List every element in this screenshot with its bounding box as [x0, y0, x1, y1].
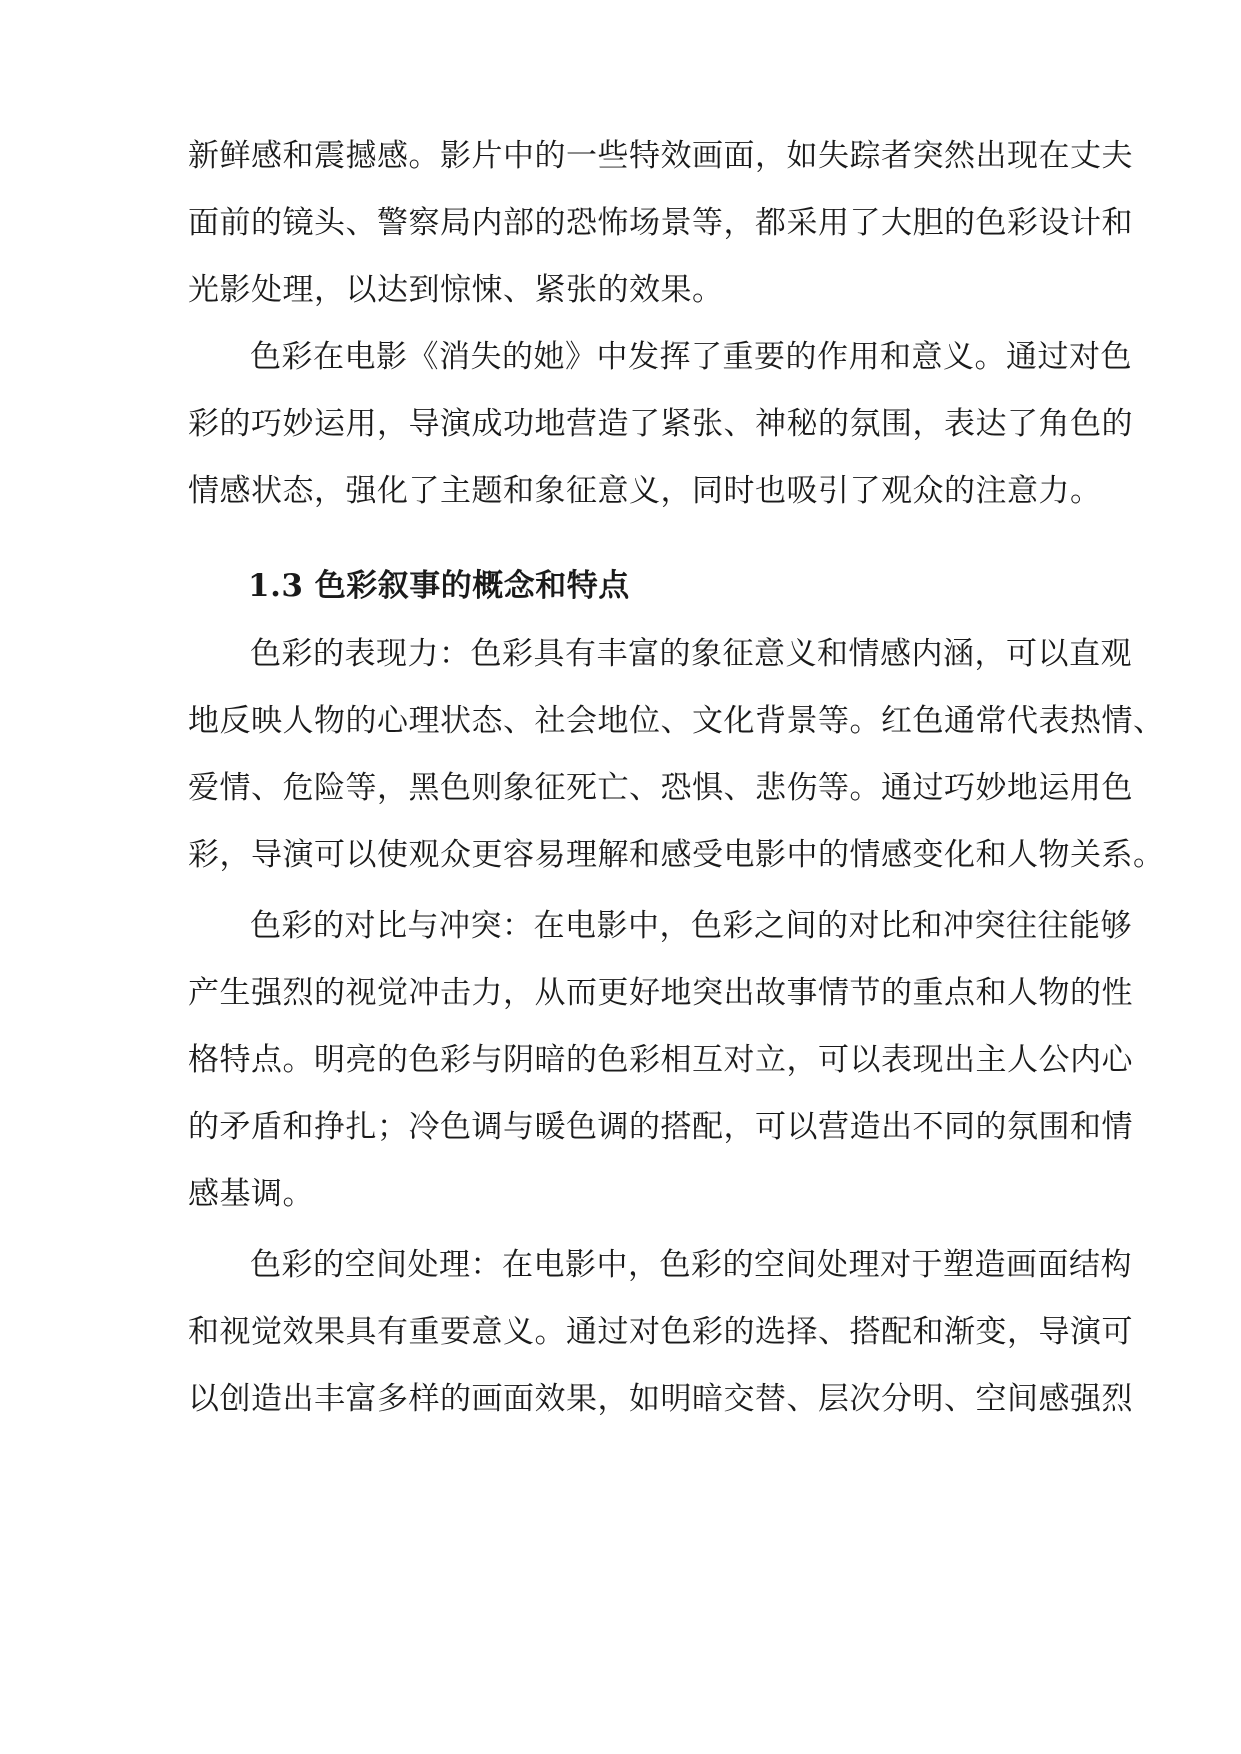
paragraph-4-line-1: 色彩的对比与冲突：在电影中，色彩之间的对比和冲突往往能够 — [250, 908, 1132, 944]
paragraph-2-line-3: 情感状态，强化了主题和象征意义，同时也吸引了观众的注意力。 — [188, 473, 1102, 509]
section-heading: 1.3 色彩叙事的概念和特点 — [248, 568, 630, 604]
paragraph-3-line-2: 地反映人物的心理状态、社会地位、文化背景等。红色通常代表热情、 — [188, 703, 1165, 739]
paragraph-3-line-3: 爱情、危险等，黑色则象征死亡、恐惧、悲伤等。通过巧妙地运用色 — [188, 770, 1133, 806]
paragraph-4-line-3: 格特点。明亮的色彩与阴暗的色彩相互对立，可以表现出主人公内心 — [188, 1042, 1133, 1078]
paragraph-5-line-1: 色彩的空间处理：在电影中，色彩的空间处理对于塑造画面结构 — [250, 1247, 1132, 1283]
paragraph-2-line-2: 彩的巧妙运用，导演成功地营造了紧张、神秘的氛围，表达了角色的 — [188, 406, 1133, 442]
paragraph-1-line-3: 光影处理，以达到惊悚、紧张的效果。 — [188, 272, 724, 308]
paragraph-4-line-4: 的矛盾和挣扎；冷色调与暖色调的搭配，可以营造出不同的氛围和情 — [188, 1109, 1133, 1145]
paragraph-1-line-1: 新鲜感和震撼感。影片中的一些特效画面，如失踪者突然出现在丈夫 — [188, 138, 1133, 174]
paragraph-5-line-3: 以创造出丰富多样的画面效果，如明暗交替、层次分明、空间感强烈 — [188, 1381, 1133, 1417]
paragraph-4-line-2: 产生强烈的视觉冲击力，从而更好地突出故事情节的重点和人物的性 — [188, 975, 1133, 1011]
paragraph-3-line-1: 色彩的表现力：色彩具有丰富的象征意义和情感内涵，可以直观 — [250, 636, 1132, 672]
paragraph-5-line-2: 和视觉效果具有重要意义。通过对色彩的选择、搭配和渐变，导演可 — [188, 1314, 1133, 1350]
paragraph-4-line-5: 感基调。 — [188, 1176, 314, 1212]
paragraph-3-line-4: 彩，导演可以使观众更容易理解和感受电影中的情感变化和人物关系。 — [188, 837, 1165, 873]
paragraph-1-line-2: 面前的镜头、警察局内部的恐怖场景等，都采用了大胆的色彩设计和 — [188, 205, 1133, 241]
paragraph-2-line-1: 色彩在电影《消失的她》中发挥了重要的作用和意义。通过对色 — [250, 339, 1132, 375]
